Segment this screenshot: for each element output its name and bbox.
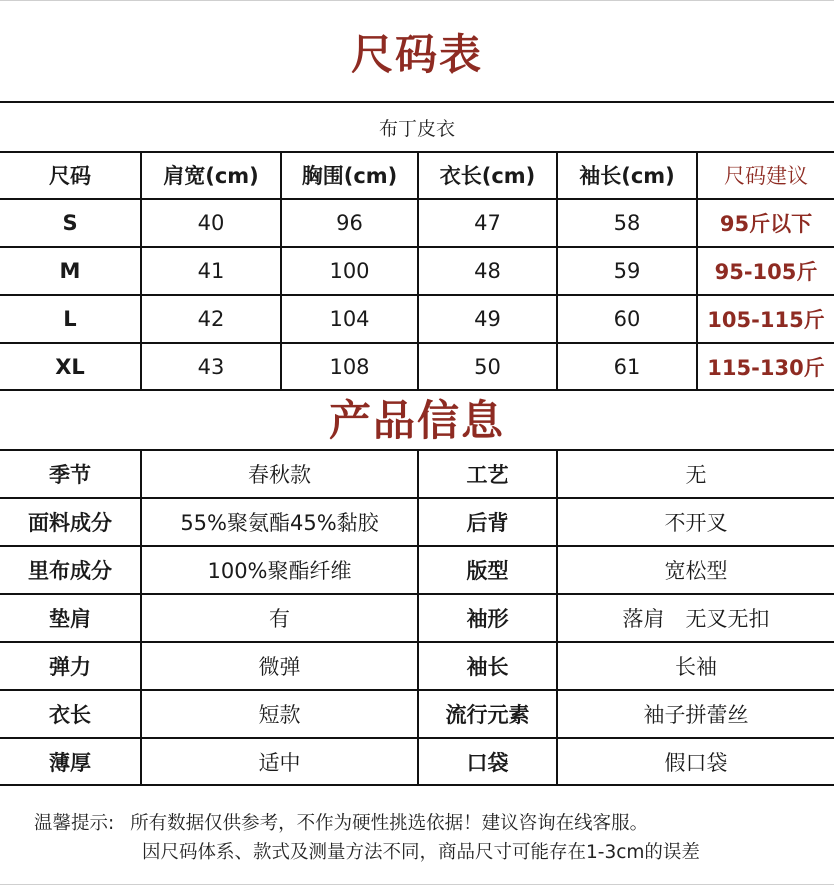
info-value: 55%聚氨酯45%黏胶 [180, 511, 379, 535]
info-value: 长袖 [675, 655, 717, 679]
table-cell: 104 [329, 307, 370, 331]
table-cell: 47 [474, 211, 501, 235]
table-cell: 115-130斤 [707, 355, 825, 380]
info-value: 短款 [258, 703, 301, 727]
info-value: 春秋款 [248, 463, 311, 487]
header-chest: 胸围(cm) [301, 164, 398, 188]
header-recommendation: 尺码建议 [724, 164, 808, 188]
top-border [0, 0, 834, 7]
table-cell: L [63, 307, 77, 331]
info-value: 适中 [258, 750, 301, 775]
info-value: 100%聚酯纤维 [207, 559, 352, 583]
table-cell: 50 [474, 354, 501, 379]
table-cell: 96 [336, 211, 363, 235]
table-cell: XL [55, 354, 85, 379]
info-value: 无 [685, 463, 707, 487]
info-value: 假口袋 [664, 750, 728, 775]
info-label: 衣长 [49, 703, 91, 727]
info-label: 垫肩 [49, 607, 91, 631]
info-label: 面料成分 [28, 511, 112, 535]
info-label: 流行元素 [445, 703, 530, 727]
info-value: 落肩 无叉无扣 [622, 607, 770, 631]
notice-text-1: 所有数据仅供参考，不作为硬性挑选依据！建议咨询在线客服。 [130, 813, 649, 834]
header-sleeve: 袖长(cm) [579, 164, 675, 188]
table-cell: 49 [474, 307, 501, 331]
info-label: 弹力 [49, 655, 91, 679]
product-name: 布丁皮衣 [378, 117, 455, 140]
table-cell: 61 [613, 354, 641, 379]
info-label: 季节 [49, 463, 91, 487]
table-cell: 40 [197, 211, 225, 235]
info-label: 袖长 [466, 655, 509, 679]
table-cell: 41 [197, 259, 225, 283]
product-info-title: 产品信息 [328, 396, 505, 445]
info-value: 不开叉 [664, 511, 728, 535]
table-cell: 43 [197, 354, 225, 379]
info-value: 宽松型 [664, 559, 728, 583]
table-cell: 42 [197, 307, 225, 331]
info-label: 版型 [466, 559, 509, 583]
table-cell: 60 [613, 307, 641, 331]
info-label: 里布成分 [28, 559, 112, 583]
table-cell: 105-115斤 [707, 308, 825, 332]
header-size: 尺码 [49, 164, 91, 188]
table-cell: 58 [613, 211, 641, 235]
table-cell: 95-105斤 [714, 260, 818, 284]
size-table-title: 尺码表 [350, 30, 483, 79]
table-cell: 48 [474, 259, 501, 283]
table-cell: S [62, 211, 78, 235]
header-shoulder: 肩宽(cm) [163, 164, 259, 188]
notice-text-2: 因尺码体系、款式及测量方法不同，商品尺寸可能存在1-3cm的误差 [142, 842, 700, 863]
table-cell: 95斤以下 [719, 212, 813, 236]
info-label: 工艺 [466, 463, 509, 487]
info-label: 薄厚 [49, 750, 91, 775]
table-cell: 59 [613, 259, 641, 283]
table-cell: 100 [329, 259, 370, 283]
info-label: 口袋 [466, 750, 509, 775]
info-value: 微弹 [258, 655, 301, 679]
info-value: 袖子拼蕾丝 [643, 703, 749, 727]
info-label: 袖形 [466, 607, 509, 631]
notice-label: 温馨提示: [34, 813, 115, 834]
info-label: 后背 [466, 511, 509, 535]
table-cell: 108 [329, 354, 370, 379]
info-value: 有 [269, 607, 290, 631]
table-cell: M [59, 259, 81, 283]
notice-line-1 [34, 809, 648, 835]
header-length: 衣长(cm) [439, 164, 536, 188]
bottom-border [0, 884, 834, 885]
